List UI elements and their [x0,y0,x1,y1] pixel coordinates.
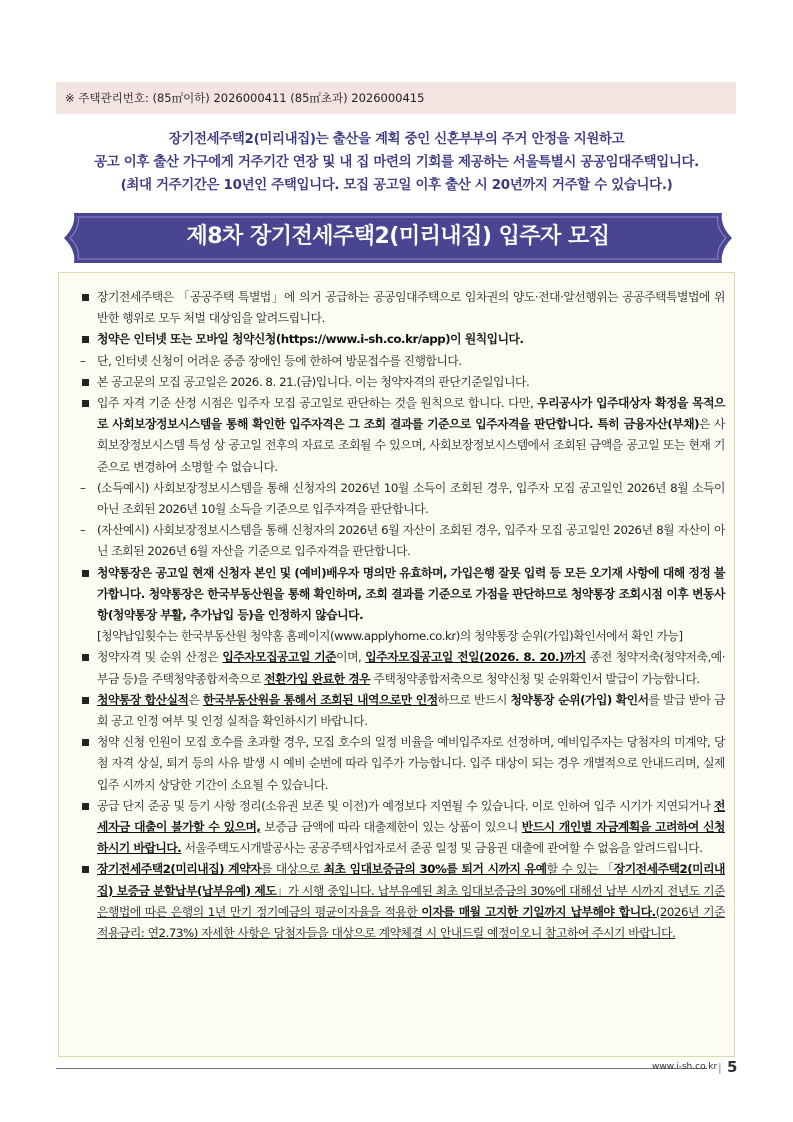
intro-line-1: 장기전세주택2(미리내집)는 출산을 계획 중인 신혼부부의 주거 안정을 지원하고 [168,132,625,147]
footer-divider [56,1068,706,1069]
title-banner [60,210,736,266]
list-item: 입주 자격 기준 산정 시점은 입주자 모집 공고일로 판단하는 것을 원칙으로 합니다. 다만, 우리공사가 입주대상자 확정을 목적으로 사회보장정보시스템을 통해 확인한 입주자격은 그 조회 결과를 기준으로 입주자격을 판단합니다. 특히 금융자산(부채)은 사회보장정보시스템 특성 상 공고일 전후의 자료로 조회될 수 있으며, 사회보장정보시스템에서 조회된 금액을 공고일 또는 현재 기준으로 변경하여 소명할 수 없습니다. [80,393,725,478]
list-item: 청약자격 및 순위 산정은 입주자모집공고일 기준이며, 입주자모집공고일 전일(2026. 8. 20.)까지 종전 청약저축(청약저축,예·부금 등)을 주택청약종합저축으로 전환가입 완료한 경우 주택청약종합저축으로 청약신청 및 순위확인서 발급이 가능합니다. [80,647,725,689]
notice-content [80,287,725,944]
list-item: 장기전세주택2(미리내집) 계약자를 대상으로 최초 임대보증금의 30%를 퇴거 시까지 유예할 수 있는 「장기전세주택2(미리내집) 보증금 분할납부(납부유예) 제도」가 시행 중입니다. 납부유예된 최초 임대보증금의 30%에 대해선 납부 시까지 전년도 기준 은행법에 따른 은행의 1년 만기 정기예금의 평균이자율을 적용한 이자를 매월 고지한 기일까지 납부해야 합니다.(2026년 기준 적용금리: 연2.73%) 자세한 사항은 당첨자들을 대상으로 계약체결 시 안내드릴 예정이오니 참고하여 주시기 바랍니다. [80,859,725,944]
list-item: 청약 신청 인원이 모집 호수를 초과할 경우, 모집 호수의 일정 비율을 예비입주자로 선정하며, 예비입주자는 당첨자의 미계약, 당첨 자격 상실, 퇴거 등의 사유 발생 시 예비 순번에 따라 입주가 가능합니다. 입주 대상이 되는 경우 개별적으로 안내드리며, 실제 입주 시까지 상당한 기간이 소요될 수 있습니다. [80,732,725,796]
sub-item: – 단, 인터넷 신청이 어려운 중증 장애인 등에 한하여 방문접수를 진행합니다. [80,353,462,368]
list-item: 청약은 인터넷 또는 모바일 청약신청(https://www.i-sh.co.kr/app)이 원칙입니다. [80,329,725,350]
intro-text [40,128,753,197]
page-number: 5 [727,1058,738,1076]
sub-note: [청약납입횟수는 한국부동산원 청약홈 홈페이지(www.applyhome.co.kr)의 청약통장 순위(가입)확인서에서 확인 가능] [97,629,683,644]
sub-item: – (자산예시) 사회보장정보시스템을 통해 신청자의 2026년 6월 자산이 조회된 경우, 입주자 모집 공고일인 2026년 8월 자산이 아닌 조회된 2026년 6월 자산을 기준으로 입주자격을 판단합니다. [80,523,725,559]
housing-management-number: ※ 주택관리번호: (85㎡이하) 2026000411 (85㎡초과) 2026000415 [56,82,736,114]
list-item: 장기전세주택은 「공공주택 특별법」에 의거 공급하는 공공임대주택으로 임차권의 양도·전대·알선행위는 공공주택특별법에 위반한 행위로 모두 처벌 대상임을 알려드립니다. [80,287,725,329]
intro-line-3: (최대 거주기간은 10년인 주택입니다. 모집 공고일 이후 출산 시 20년까지 거주할 수 있습니다.) [120,178,673,193]
list-item: 청약통장은 공고일 현재 신청자 본인 및 (예비)배우자 명의만 유효하며, 가입은행 잘못 입력 등 모든 오기재 사항에 대해 정정 불가합니다. 청약통장은 한국부동산원을 통해 확인하며, 조회 결과를 기준으로 가점을 판단하므로 청약통장 조회시점 이후 변동사항(청약통장 부활, 추가납입 등)을 인정하지 않습니다. [80,563,725,627]
list-item: 본 공고문의 모집 공고일은 2026. 8. 21.(금)입니다. 이는 청약자격의 판단기준일입니다. [80,372,725,393]
footer-url: www.i-sh.co.kr [652,1062,718,1072]
intro-line-2: 공고 이후 출산 가구에게 거주기간 연장 및 내 집 마련의 기회를 제공하는 서울특별시 공공임대주택입니다. [94,155,699,170]
page-title: 제8차 장기전세주택2(미리내집) 입주자 모집 [186,224,610,249]
sub-item: – (소득예시) 사회보장정보시스템을 통해 신청자의 2026년 10월 소득이 조회된 경우, 입주자 모집 공고일인 2026년 8월 소득이 아닌 조회된 2026년 10월 소득을 기준으로 입주자격을 판단합니다. [80,480,725,517]
footer-separator: | [718,1061,722,1074]
list-item: 공급 단지 준공 및 등기 사항 정리(소유권 보존 및 이전)가 예정보다 지연될 수 있습니다. 이로 인하여 입주 시기가 지연되거나 전세자금 대출이 불가할 수 있으며, 보증금 금액에 따라 대출제한이 있는 상품이 있으니 반드시 개인별 자금계획을 고려하여 신청하시기 바랍니다. 서울주택도시개발공사는 공공주택사업자로서 준공 일정 및 금융권 대출에 관여할 수 없음을 알려드립니다. [80,796,725,860]
list-item: 청약통장 합산실적은 한국부동산원을 통해서 조회된 내역으로만 인정하므로 반드시 청약통장 순위(가입) 확인서를 발급 받아 금회 공고 인정 여부 및 인정 실적을 확인하시기 바랍니다. [80,690,725,732]
